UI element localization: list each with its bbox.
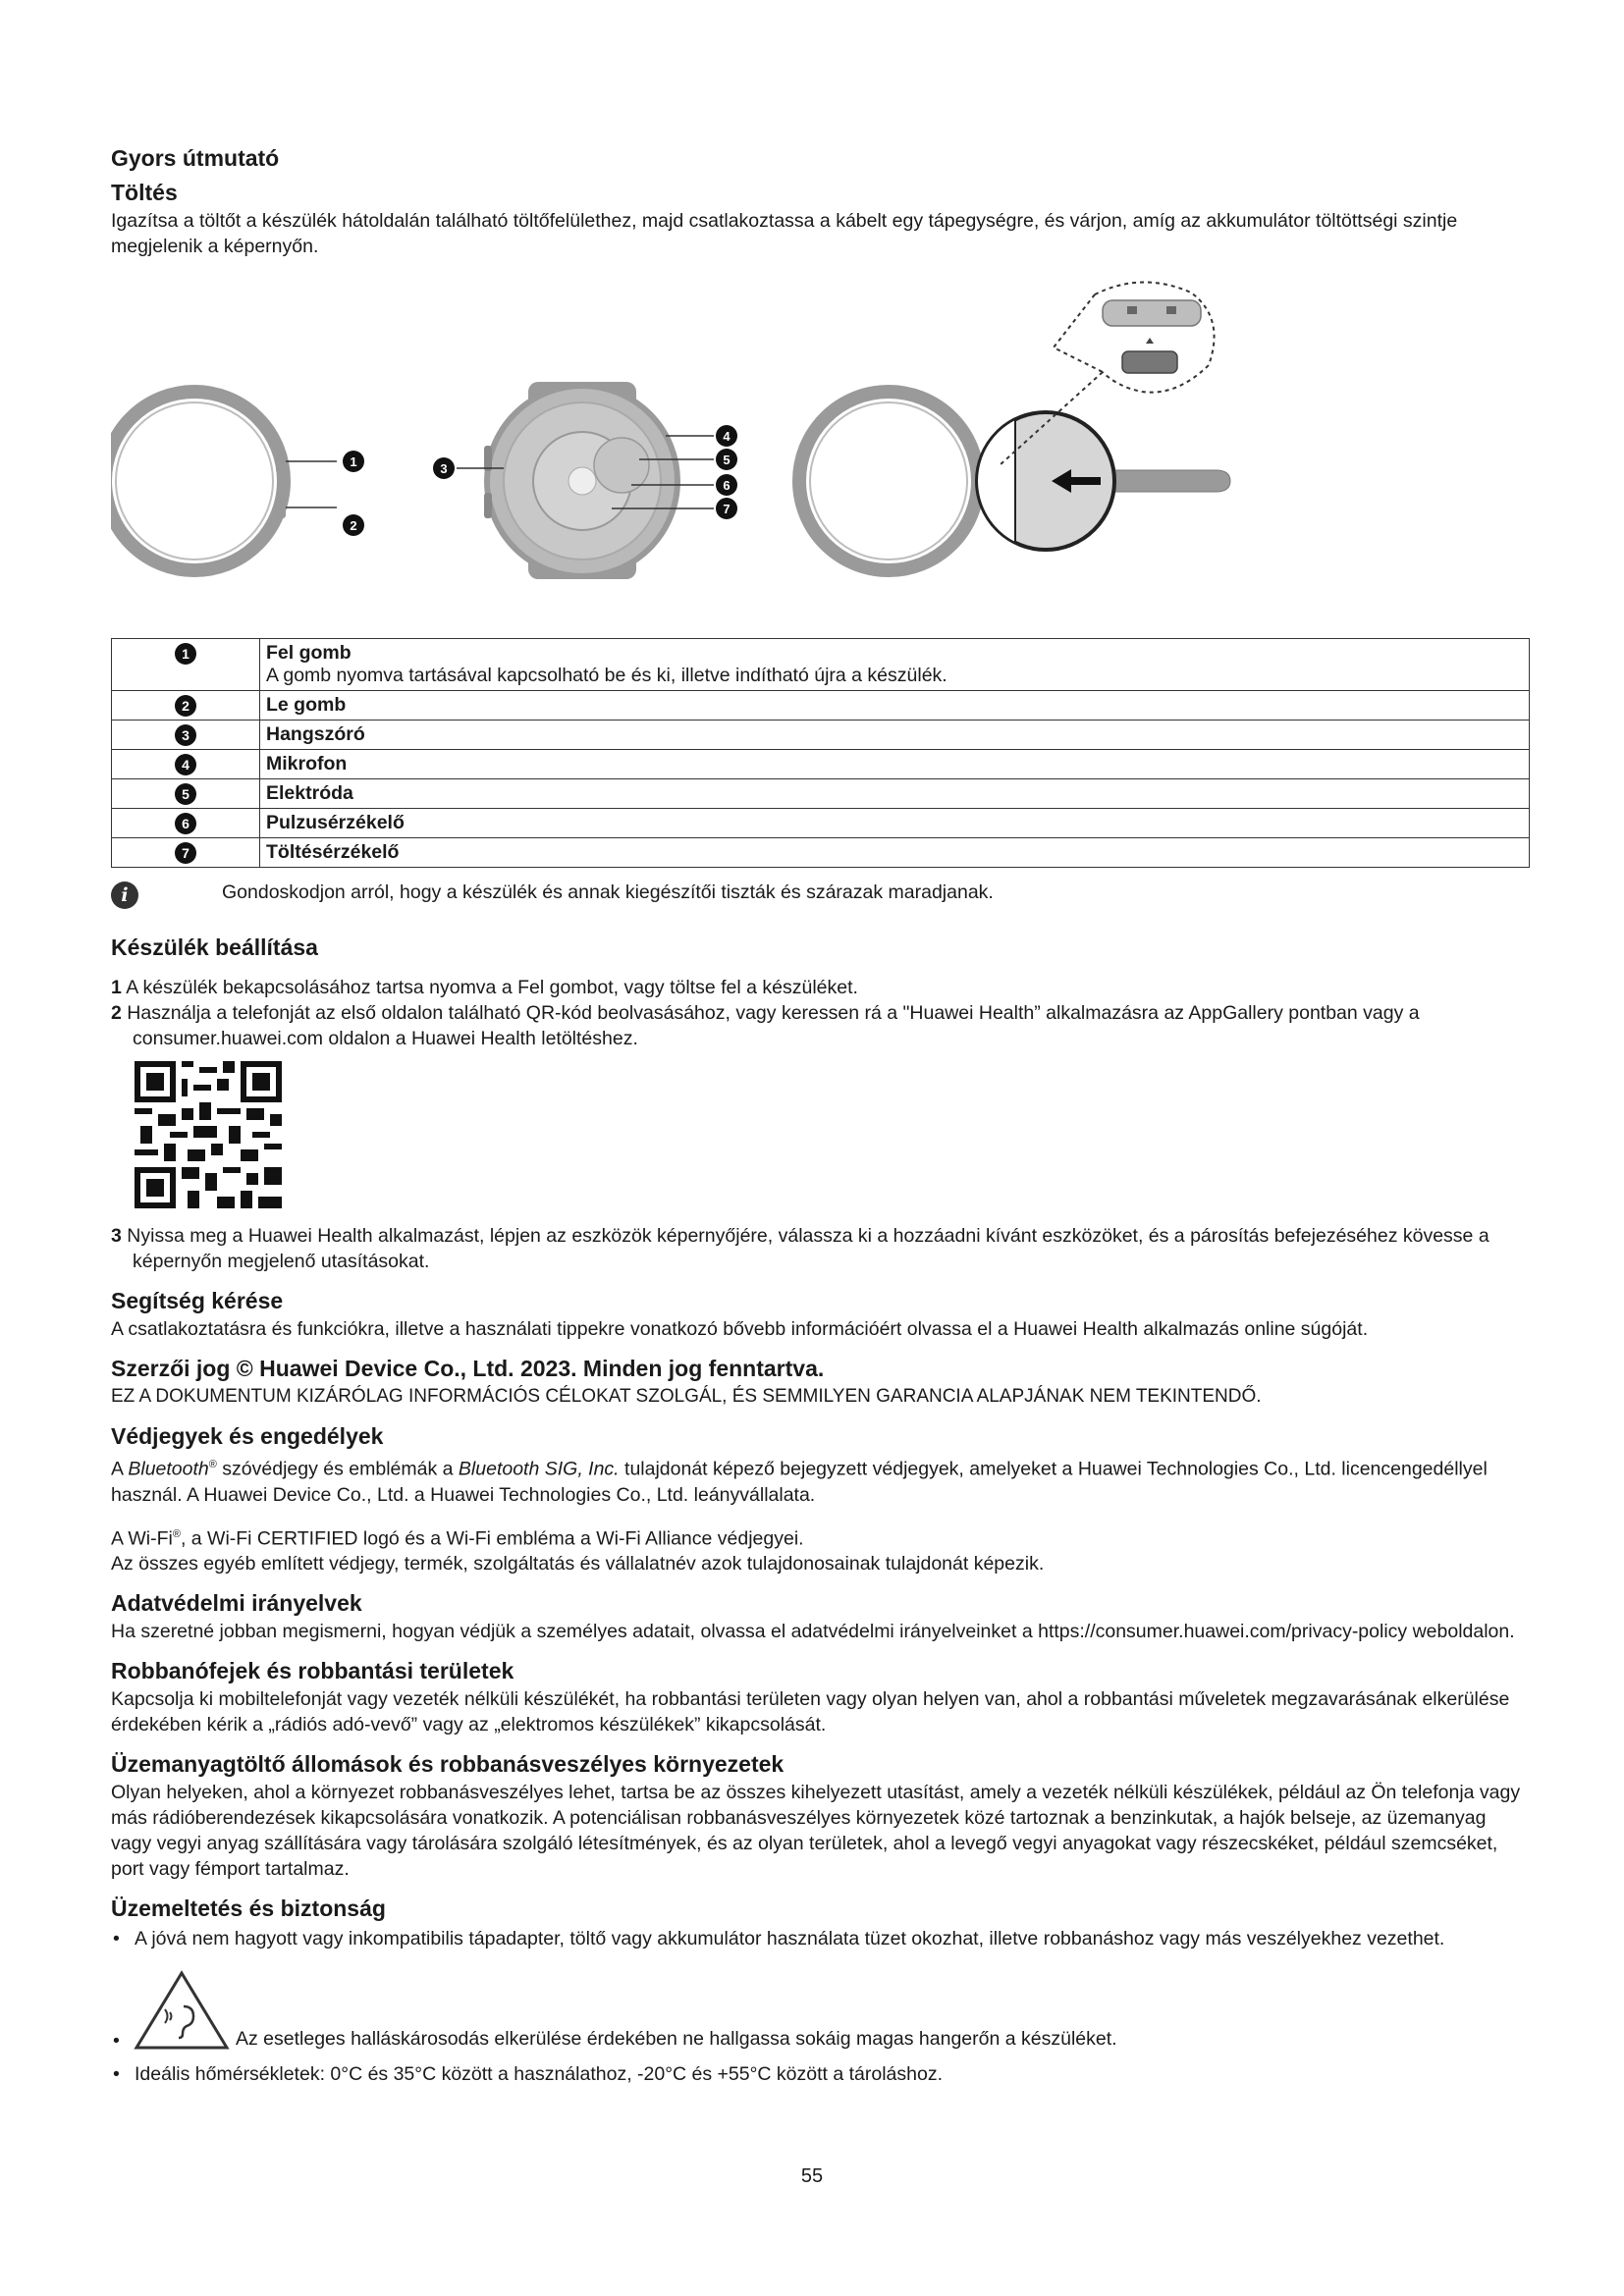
qr-code (135, 1061, 282, 1208)
charging-heading: Töltés (111, 180, 178, 205)
callout-number: 2 (175, 695, 196, 717)
copyright-heading: Szerzői jog © Huawei Device Co., Ltd. 2023. Minden jog fenntartva. (111, 1356, 825, 1381)
privacy-heading: Adatvédelmi irányelvek (111, 1590, 362, 1616)
callout-7 (716, 498, 737, 519)
callout-number: 5 (175, 783, 196, 805)
fuel-text: Olyan helyeken, ahol a környezet robbanásveszélyes lehet, tartsa be az összes kihelyezett utasítást, amely a vezeték nélküli készülékek, például az Ön telefonja vagy más rádióberendezések kikapcsolására vonatkozik. A potenciálisan robbanásveszélyes környezetek közé tartoznak a benzinkutak, a hajók belseje, az üzemanyag vagy vegyi anyag szállítására vagy tárolására szolgáló létesítmények, és az olyan területek, ahol a levegő vegyi anyagokat vagy részecskéket, például szemcséket, port vagy fémport tartalmaz. (111, 1782, 1521, 1880)
svg-text:4: 4 (723, 429, 731, 444)
part-description: A gomb nyomva tartásával kapcsolható be és ki, illetve indítható újra a készülék. (266, 665, 947, 686)
svg-text:7: 7 (723, 502, 731, 516)
info-note (111, 874, 1530, 913)
safety-heading: Üzemeltetés és biztonság (111, 1896, 386, 1921)
info-note-text: Gondoskodjon arról, hogy a készülék és annak kiegészítői tiszták és szárazak maradjanak. (222, 881, 994, 903)
callout-number: 6 (175, 813, 196, 834)
safety-list-2 (111, 2061, 1530, 2087)
hearing-warning-text: Az esetleges halláskárosodás elkerülése érdekében ne hallgassa sokáig magas hangerőn a készüléket. (236, 2028, 1117, 2050)
watch-charging-illustration (799, 282, 1230, 570)
table-row (112, 779, 1530, 809)
part-name: Töltésérzékelő (260, 838, 1530, 868)
part-name: Pulzusérzékelő (260, 809, 1530, 838)
callout-6 (716, 474, 737, 496)
list-item: • A jóvá nem hagyott vagy inkompatibilis tápadapter, töltő vagy akkumulátor használata tüzet okozhat, illetve robbanáshoz vagy más veszélyekhez vezethet. (111, 1926, 1530, 1951)
callout-number: 1 (175, 643, 196, 665)
hearing-warning-icon (133, 1969, 231, 2052)
setup-steps (111, 975, 1530, 1051)
hearing-warning: • Az esetleges halláskárosodás elkerülése érdekében ne hallgassa sokáig magas hangerőn a készüléket. (111, 1969, 1530, 2057)
svg-text:3: 3 (440, 461, 448, 476)
callout-2 (343, 514, 364, 536)
document-page (111, 137, 1530, 2087)
page-number: 55 (800, 2165, 824, 2187)
callout-5 (716, 449, 737, 470)
fuel-heading: Üzemanyagtöltő állomások és robbanásveszélyes környezetek (111, 1751, 785, 1777)
callout-4 (716, 425, 737, 447)
help-text: A csatlakoztatásra és funkciókra, illetve a használati tippekre vonatkozó bővebb információért olvassa el a Huawei Health alkalmazás online súgóját. (111, 1318, 1369, 1340)
document-title: Gyors útmutató (111, 145, 280, 171)
table-row (112, 691, 1530, 721)
trademarks-text-2: A Wi-Fi®, a Wi-Fi CERTIFIED logó és a Wi-Fi embléma a Wi-Fi Alliance védjegyei. (111, 1527, 804, 1549)
privacy-text: Ha szeretné jobban megismerni, hogyan védjük a személyes adatait, olvassa el adatvédelmi irányelveinket a https://consumer.huawei.com/privacy-policy weboldalon. (111, 1621, 1515, 1642)
table-row (112, 721, 1530, 750)
watch-illustrations (111, 279, 1530, 632)
charging-text: Igazítsa a töltőt a készülék hátoldalán található töltőfelülethez, majd csatlakoztassa a kábelt egy tápegységre, és várjon, amíg az akkumulátor töltöttségi szintje megjelenik a képernyőn. (111, 210, 1458, 257)
part-name: Elektróda (260, 779, 1530, 809)
callout-number: 3 (175, 724, 196, 746)
setup-steps-continued (111, 1223, 1530, 1274)
watch-front-illustration (111, 392, 364, 570)
setup-heading: Készülék beállítása (111, 934, 318, 960)
blasting-text: Kapcsolja ki mobiltelefonját vagy vezeték nélküli készülékét, ha robbantási területen vagy olyan helyen van, ahol a robbantási műveletek megzavarásának elkerülése érdekében kérik a „rádiós adó-vevő” vagy az „elektromos készülékek” kikapcsolását. (111, 1688, 1510, 1735)
trademarks-text-3: Az összes egyéb említett védjegy, termék, szolgáltatás és vállalatnév azok tulajdonosainak tulajdonát képezik. (111, 1553, 1045, 1575)
trademarks-text-1: A Bluetooth® szóvédjegy és emblémák a Bluetooth SIG, Inc. tulajdonát képező bejegyzett védjegyek, amelyeket a Huawei Technologies Co., Ltd. licencengedéllyel használ. A Huawei Device Co., Ltd. a Huawei Technologies Co., Ltd. leányvállalata. (111, 1458, 1488, 1506)
trademarks-heading: Védjegyek és engedélyek (111, 1423, 384, 1449)
parts-table (111, 638, 1530, 868)
list-item: 1 A készülék bekapcsolásához tartsa nyomva a Fel gombot, vagy töltse fel a készüléket. (111, 977, 858, 998)
list-item: • Ideális hőmérsékletek: 0°C és 35°C között a használathoz, -20°C és +55°C között a tároláshoz. (111, 2061, 1530, 2087)
part-name: Mikrofon (260, 750, 1530, 779)
info-icon: i (111, 881, 138, 909)
callout-1 (343, 451, 364, 472)
copyright-text: EZ A DOKUMENTUM KIZÁRÓLAG INFORMÁCIÓS CÉLOKAT SZOLGÁL, ÉS SEMMILYEN GARANCIA ALAPJÁNAK NEM TEKINTENDŐ. (111, 1386, 1262, 1407)
callout-number: 4 (175, 754, 196, 775)
svg-text:2: 2 (350, 518, 357, 533)
table-row (112, 639, 1530, 691)
safety-list (111, 1926, 1530, 1951)
part-name: Le gomb (260, 691, 1530, 721)
svg-text:1: 1 (350, 454, 357, 469)
part-name: Fel gomb (266, 642, 352, 664)
svg-text:6: 6 (723, 478, 731, 493)
watch-back-illustration (433, 382, 737, 579)
list-item: 3 Nyissa meg a Huawei Health alkalmazást, lépjen az eszközök képernyőjére, válassza ki a hozzáadni kívánt eszközöket, és a párosítás befejezéséhez kövesse a képernyőn megjelenő utasításokat. (111, 1225, 1489, 1272)
svg-text:5: 5 (723, 453, 731, 467)
table-row (112, 838, 1530, 868)
help-heading: Segítség kérése (111, 1288, 284, 1313)
part-name: Hangszóró (260, 721, 1530, 750)
callout-3 (433, 457, 455, 479)
blasting-heading: Robbanófejek és robbantási területek (111, 1658, 514, 1683)
list-item: 2 Használja a telefonját az első oldalon található QR-kód beolvasásához, vagy keressen rá a "Huawei Health” alkalmazásra az AppGallery pontban vagy a consumer.huawei.com oldalon a Huawei Health letöltéshez. (111, 1002, 1420, 1049)
table-row (112, 750, 1530, 779)
callout-number: 7 (175, 842, 196, 864)
table-row (112, 809, 1530, 838)
